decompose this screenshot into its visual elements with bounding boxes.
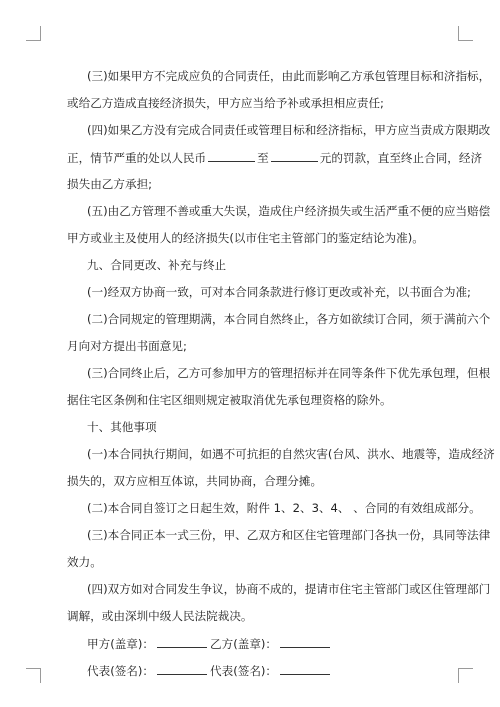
crop-mark-bottom-right: [458, 668, 473, 683]
paragraph-line: (三)合同终止后，乙方可参加甲方的管理招标并在同等条件下优先承包理，但根: [87, 366, 491, 380]
section-heading: 九、合同更改、补充与终止: [87, 258, 227, 272]
signature-row-representative: [87, 663, 333, 679]
paragraph-line: 甲方或业主及使用人的经济损失(以市住宅主管部门的鉴定结论为准)。: [67, 231, 424, 245]
paragraph-line: 据住宅区条例和住宅区细则规定被取消优先承包理资格的除外。: [67, 393, 392, 407]
party-b-rep-blank[interactable]: [280, 663, 330, 675]
text-fragment: 至: [257, 151, 269, 165]
crop-mark-bottom-left: [26, 668, 41, 683]
text-fragment: 元的罚款，直至终止合同，经济: [319, 151, 483, 165]
paragraph-line: (三)如果甲方不完成应负的合同责任，由此而影响乙方承包管理目标和济指标，: [87, 69, 491, 83]
paragraph-line: (四)双方如对合同发生争议，协商不成的，提请市住宅主管部门或区住管理部门: [87, 582, 491, 596]
paragraph-line: (一)本合同执行期间，如遇不可抗拒的自然灾害(台风、洪水、地震等，造成经济: [87, 447, 495, 461]
paragraph-line: 损失的，双方应相互体谅，共同协商，合理分摊。: [67, 474, 323, 488]
signature-row-seal: [87, 636, 333, 652]
fine-max-blank[interactable]: [271, 150, 318, 162]
paragraph-line: (五)由乙方管理不善或重大失误，造成住户经济损失或生活严重不便的应当赔偿: [87, 204, 491, 218]
crop-mark-top-right: [458, 26, 473, 41]
party-b-seal-label: 乙方(盖章)：: [210, 637, 278, 651]
text-fragment: 正，情节严重的处以人民币: [67, 151, 207, 165]
paragraph-line: 效力。: [67, 555, 102, 569]
fine-min-blank[interactable]: [208, 150, 255, 162]
party-b-rep-label: 代表(签名)：: [210, 664, 278, 678]
paragraph-line: 月向对方提出书面意见;: [67, 339, 187, 353]
paragraph-line: 调解，或由深圳中级人民法院裁决。: [67, 609, 253, 623]
paragraph-line: (二)合同规定的管理期满，本合同自然终止，各方如欲续订合同，须于满前六个: [87, 312, 491, 326]
party-b-seal-blank[interactable]: [280, 636, 330, 648]
section-heading: 十、其他事项: [87, 420, 157, 434]
party-a-seal-blank[interactable]: [157, 636, 207, 648]
paragraph-line: (一)经双方协商一致，可对本合同条款进行修订更改或补充，以书面合为准;: [87, 285, 471, 299]
paragraph-line-with-blanks: [67, 150, 482, 166]
paragraph-line: 或给乙方造成直接经济损失，甲方应当给予补或承担相应责任;: [67, 96, 384, 110]
paragraph-line: (四)如果乙方没有完成合同责任或管理目标和经济指标，甲方应当责成方限期改: [87, 123, 491, 137]
paragraph-line: (三)本合同正本一式三份，甲、乙双方和区住宅管理部门各执一份，具同等法律: [87, 528, 491, 542]
paragraph-line: (二)本合同自签订之日起生效，附件 1、2、3、4、 、合同的有效组成部分。: [87, 501, 481, 515]
party-a-rep-label: 代表(签名)：: [87, 664, 155, 678]
paragraph-line: 损失由乙方承担;: [67, 177, 153, 191]
party-a-seal-label: 甲方(盖章)：: [87, 637, 155, 651]
party-a-rep-blank[interactable]: [157, 663, 207, 675]
crop-mark-top-left: [26, 26, 41, 41]
